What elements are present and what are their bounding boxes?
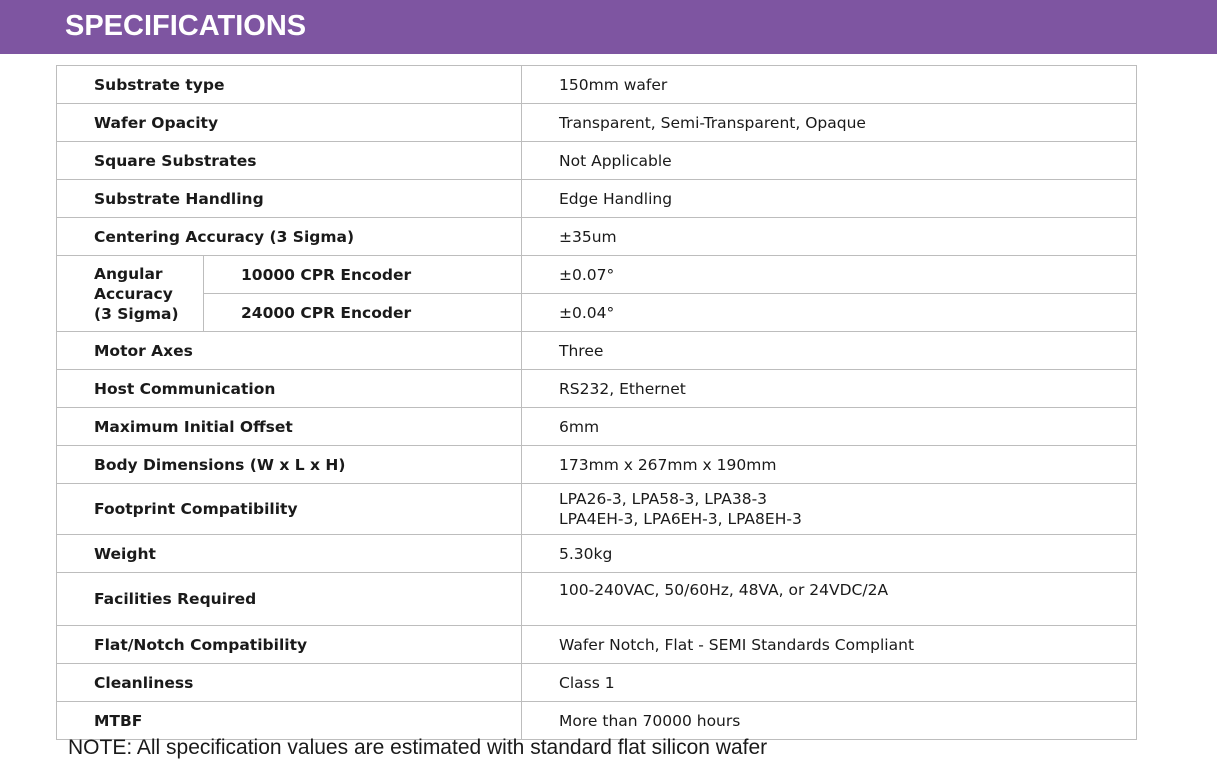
spec-sublabel: 24000 CPR Encoder	[204, 294, 522, 332]
table-row	[57, 664, 1137, 702]
spec-value: RS232, Ethernet	[522, 370, 1137, 408]
header-bar	[0, 0, 1217, 54]
table-row	[57, 104, 1137, 142]
spec-value: 173mm x 267mm x 190mm	[522, 446, 1137, 484]
table-row	[57, 218, 1137, 256]
spec-label: Footprint Compatibility	[57, 484, 522, 535]
spec-value-line: LPA26-3, LPA58-3, LPA38-3	[559, 490, 768, 508]
table-row	[57, 408, 1137, 446]
spec-value: ±35um	[522, 218, 1137, 256]
spec-value-line: LPA4EH-3, LPA6EH-3, LPA8EH-3	[559, 510, 802, 528]
spec-value: Three	[522, 332, 1137, 370]
table-row	[57, 370, 1137, 408]
table-row	[57, 256, 1137, 294]
spec-label: Facilities Required	[57, 573, 522, 626]
table-row	[57, 573, 1137, 626]
spec-label: MTBF	[57, 702, 522, 740]
spec-value: Edge Handling	[522, 180, 1137, 218]
spec-label: Host Communication	[57, 370, 522, 408]
page-title: SPECIFICATIONS	[65, 10, 307, 42]
table-row	[57, 626, 1137, 664]
table-row	[57, 535, 1137, 573]
spec-value: Transparent, Semi-Transparent, Opaque	[522, 104, 1137, 142]
table-row	[57, 484, 1137, 535]
spec-label: Square Substrates	[57, 142, 522, 180]
table-row	[57, 332, 1137, 370]
angular-label-line: Angular	[94, 264, 163, 283]
table-row	[57, 702, 1137, 740]
spec-value: 6mm	[522, 408, 1137, 446]
spec-value: ±0.07°	[522, 256, 1137, 294]
specifications-table	[56, 65, 1137, 740]
spec-value: ±0.04°	[522, 294, 1137, 332]
spec-value: 5.30kg	[522, 535, 1137, 573]
spec-value	[522, 484, 1137, 535]
spec-label: Centering Accuracy (3 Sigma)	[57, 218, 522, 256]
angular-label-line: (3 Sigma)	[94, 304, 179, 323]
spec-label: Wafer Opacity	[57, 104, 522, 142]
table-row	[57, 446, 1137, 484]
specification-note: NOTE: All specification values are estimated with standard flat silicon wafer	[68, 736, 768, 759]
table-row	[57, 142, 1137, 180]
spec-label: Cleanliness	[57, 664, 522, 702]
table-row	[57, 294, 1137, 332]
angular-accuracy-label	[57, 256, 204, 332]
spec-value: 150mm wafer	[522, 66, 1137, 104]
spec-value: More than 70000 hours	[522, 702, 1137, 740]
spec-label: Flat/Notch Compatibility	[57, 626, 522, 664]
angular-label-line: Accuracy	[94, 284, 173, 303]
spec-value: Not Applicable	[522, 142, 1137, 180]
spec-value: 100-240VAC, 50/60Hz, 48VA, or 24VDC/2A	[522, 573, 1137, 626]
table-row	[57, 66, 1137, 104]
spec-value: Class 1	[522, 664, 1137, 702]
spec-sublabel: 10000 CPR Encoder	[204, 256, 522, 294]
spec-label: Motor Axes	[57, 332, 522, 370]
spec-label: Body Dimensions (W x L x H)	[57, 446, 522, 484]
spec-label: Weight	[57, 535, 522, 573]
spec-label: Substrate Handling	[57, 180, 522, 218]
spec-value: Wafer Notch, Flat - SEMI Standards Compliant	[522, 626, 1137, 664]
table-row	[57, 180, 1137, 218]
spec-label: Maximum Initial Offset	[57, 408, 522, 446]
spec-label: Substrate type	[57, 66, 522, 104]
